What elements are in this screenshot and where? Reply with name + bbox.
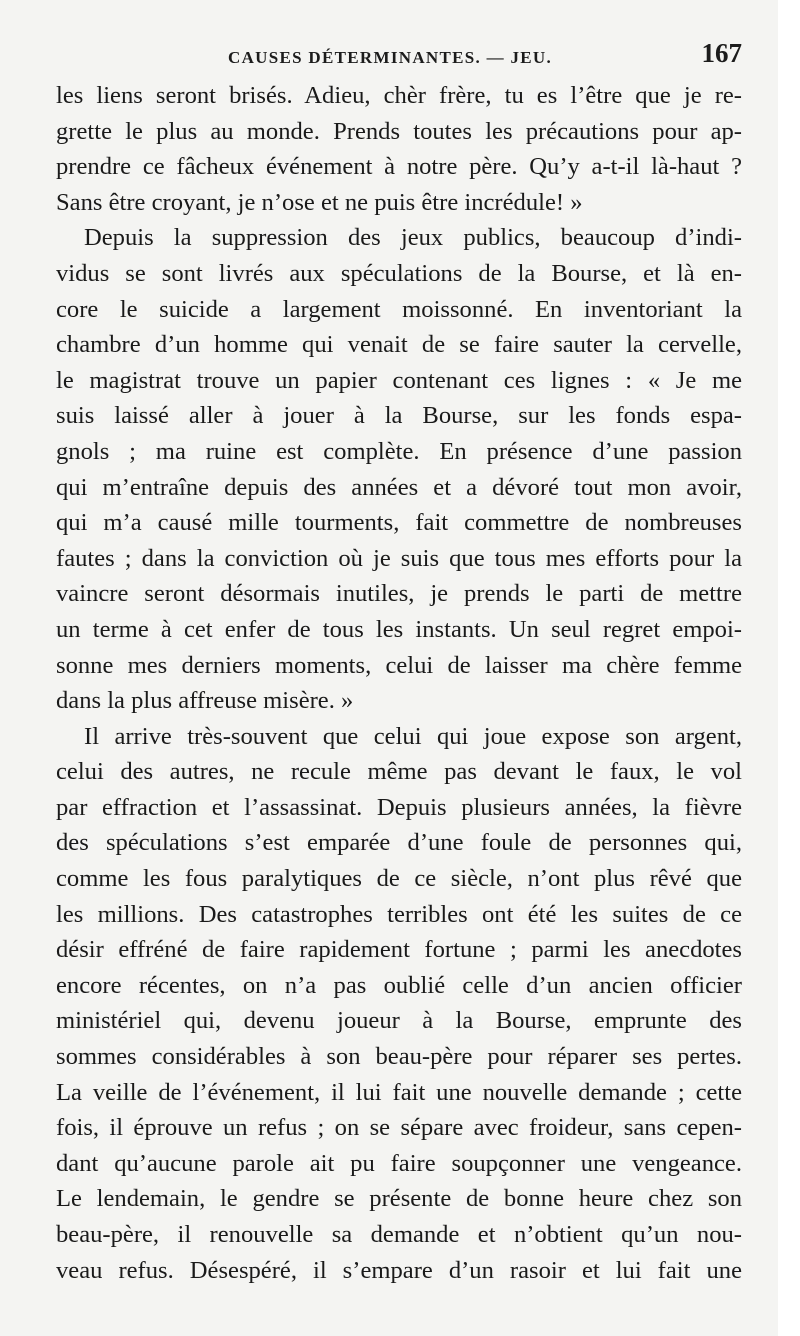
- text-line: celui des autres, ne recule même pas devant le faux, le vol: [56, 758, 742, 786]
- text-line: Le lendemain, le gendre se présente de bonne heure chez son: [56, 1185, 742, 1213]
- text-line: un terme à cet enfer de tous les instants. Un seul regret empoi-: [56, 615, 742, 643]
- text-line: Depuis la suppression des jeux publics, beaucoup d’indi-: [84, 224, 742, 252]
- text-line: sommes considérables à son beau-père pour réparer ses pertes.: [56, 1043, 742, 1071]
- text-line: Sans être croyant, je n’ose et ne puis être incrédule! »: [56, 188, 583, 216]
- text-line: chambre d’un homme qui venait de se faire sauter la cervelle,: [56, 331, 742, 359]
- text-line: grette le plus au monde. Prends toutes les précautions pour ap-: [56, 117, 742, 145]
- running-head: [56, 38, 742, 72]
- text-line: les millions. Des catastrophes terribles ont été les suites de ce: [56, 900, 742, 928]
- text-line: dans la plus affreuse misère. »: [56, 687, 354, 715]
- text-line: les liens seront brisés. Adieu, chèr frère, tu es l’être que je re-: [56, 82, 742, 109]
- text-line: suis laissé aller à jouer à la Bourse, sur les fonds espa-: [56, 402, 742, 430]
- text-line: gnols ; ma ruine est complète. En présence d’une passion: [56, 437, 742, 465]
- paragraph-continuation: [56, 78, 742, 220]
- text-line: veau refus. Désespéré, il s’empare d’un rasoir et lui fait une: [56, 1256, 742, 1284]
- text-line: ministériel qui, devenu joueur à la Bourse, emprunte des: [56, 1007, 742, 1035]
- text-line: encore récentes, on n’a pas oublié celle d’un ancien officier: [56, 971, 742, 999]
- page-edge: [778, 0, 800, 1336]
- text-line: core le suicide a largement moissonné. En inventoriant la: [56, 295, 742, 323]
- text-line: beau-père, il renouvelle sa demande et n’obtient qu’un nou-: [56, 1221, 742, 1248]
- running-title: CAUSES DÉTERMINANTES. — JEU.: [228, 48, 553, 67]
- text-line: fois, il éprouve un refus ; on se sépare avec froideur, sans cepen-: [56, 1114, 742, 1142]
- text-line: par effraction et l’assassinat. Depuis plusieurs années, la fièvre: [56, 793, 742, 821]
- text-line: prendre ce fâcheux événement à notre père. Qu’y a-t-il là-haut ?: [56, 153, 742, 181]
- text-line: vidus se sont livrés aux spéculations de la Bourse, et là en-: [56, 259, 742, 287]
- text-line: qui m’a causé mille tourments, fait commettre de nombreuses: [56, 509, 742, 537]
- paragraph-bourse: [56, 220, 742, 718]
- text-line: vaincre seront désormais inutiles, je prends le parti de mettre: [56, 580, 742, 608]
- text-line: dant qu’aucune parole ait pu faire soupçonner une vengeance.: [56, 1149, 742, 1177]
- text-line: des spéculations s’est emparée d’une foule de personnes qui,: [56, 829, 742, 857]
- body-text: [56, 78, 742, 1288]
- text-line: le magistrat trouve un papier contenant ces lignes : « Je me: [56, 366, 742, 394]
- page-number: 167: [701, 38, 742, 68]
- text-line: fautes ; dans la conviction où je suis que tous mes efforts pour la: [56, 544, 742, 572]
- text-line: sonne mes derniers moments, celui de laisser ma chère femme: [56, 651, 742, 679]
- text-line: Il arrive très-souvent que celui qui joue expose son argent,: [84, 722, 742, 750]
- text-line: La veille de l’événement, il lui fait une nouvelle demande ; cette: [56, 1078, 742, 1106]
- text-line: qui m’entraîne depuis des années et a dévoré tout mon avoir,: [56, 473, 742, 501]
- paragraph-speculation: [56, 719, 742, 1289]
- text-line: comme les fous paralytiques de ce siècle, n’ont plus rêvé que: [56, 865, 742, 893]
- text-line: désir effréné de faire rapidement fortune ; parmi les anecdotes: [56, 936, 742, 964]
